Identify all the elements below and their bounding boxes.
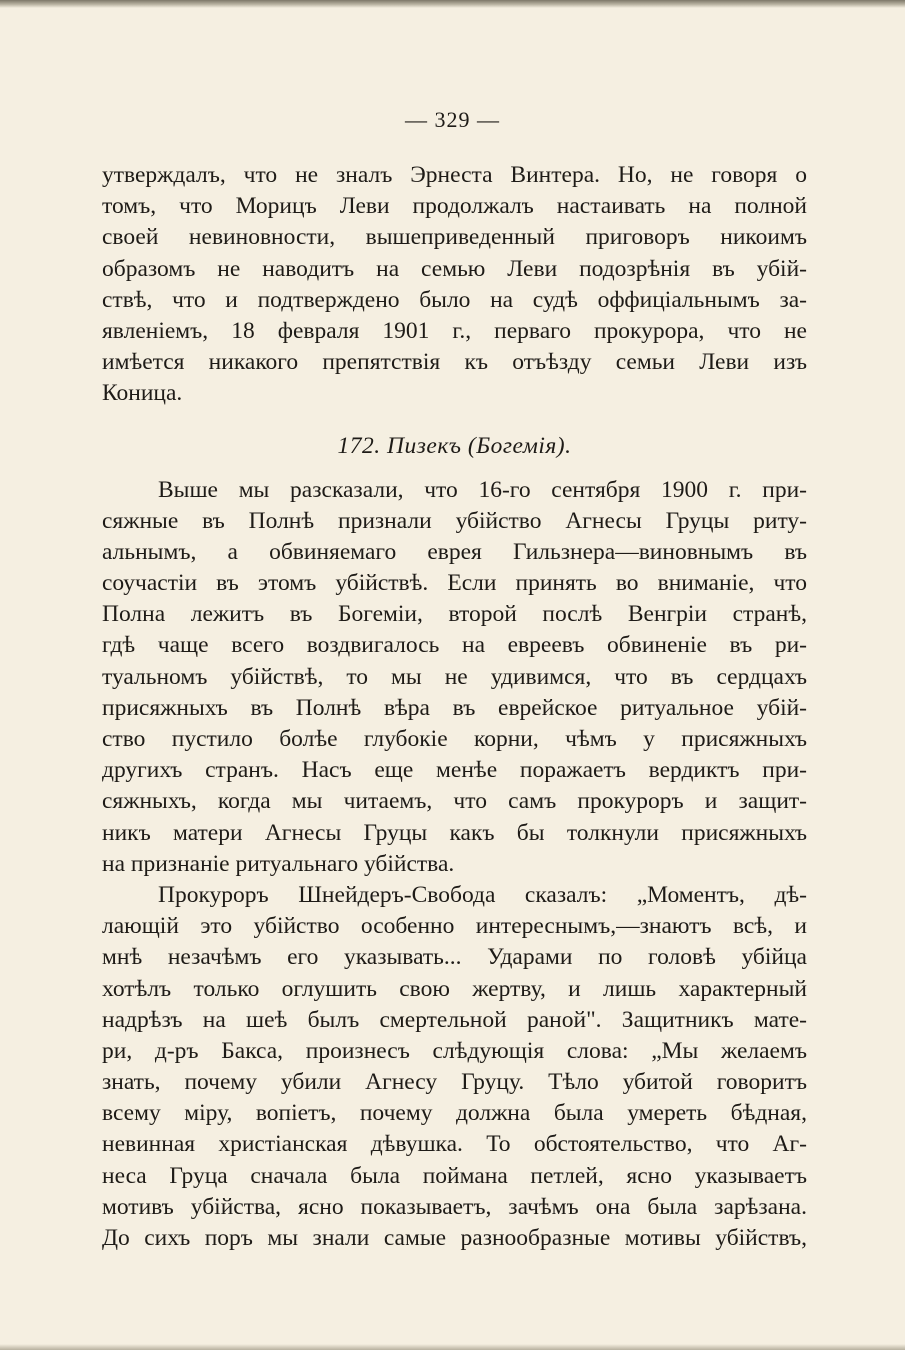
text-line: явленіемъ, 18 февраля 1901 г., перваго прокурора, что не	[102, 317, 807, 344]
text-line: альнымъ, а обвиняемаго еврея Гильзнера—виновнымъ въ	[102, 538, 807, 565]
text-line: присяжныхъ въ Полнѣ вѣра въ еврейское ритуальное убій-	[102, 694, 807, 721]
text-line: туальномъ убійствѣ, то мы не удивимся, что въ сердцахъ	[102, 663, 807, 690]
text-line: невинная христіанская дѣвушка. То обстоятельство, что Аг-	[102, 1131, 807, 1158]
text-line: надрѣзъ на шеѣ былъ смертельной раной". Защитникъ мате-	[102, 1006, 807, 1033]
page-number: — 329 —	[405, 107, 500, 132]
text-line: мнѣ незачѣмъ его указывать... Ударами по головѣ убійца	[102, 944, 807, 971]
text-line: образомъ не наводитъ на семью Леви подозрѣнія въ убій-	[102, 255, 807, 282]
text-line: на признаніе ритуальнаго убійства.	[102, 850, 455, 877]
scan-top-edge	[0, 0, 905, 8]
paragraph-1	[102, 160, 807, 410]
text-line: всему міру, вопіетъ, почему должна была умереть бѣдная,	[102, 1100, 807, 1127]
text-line: ствѣ, что и подтверждено было на судѣ оффиціальнымъ за-	[102, 286, 807, 313]
text-line: хотѣлъ только оглушить свою жертву, и лишь характерный	[102, 975, 807, 1002]
text-line: лающій это убійство особенно интереснымъ,—знаютъ всѣ, и	[102, 913, 807, 940]
page-text	[102, 160, 807, 1254]
text-line: неса Груца сначала была поймана петлей, ясно указываетъ	[102, 1162, 807, 1189]
text-line: своей невиновности, вышеприведенный приговоръ никоимъ	[102, 224, 807, 251]
text-line: До сихъ поръ мы знали самые разнообразные мотивы убійствъ,	[102, 1225, 807, 1251]
text-line: сяжные въ Полнѣ признали убійство Агнесы Груцы риту-	[102, 507, 807, 534]
paragraph-2	[102, 475, 807, 880]
text-line: гдѣ чаще всего воздвигалось на евреевъ обвиненіе въ ри-	[102, 632, 807, 659]
text-line: соучастіи въ этомъ убійствѣ. Если принять во вниманіе, что	[102, 570, 807, 597]
scan-bottom-edge	[0, 1344, 905, 1350]
paragraph-3	[102, 880, 807, 1254]
text-line: Прокуроръ Шнейдеръ-Свобода сказалъ: „Моментъ, дѣ-	[158, 881, 807, 908]
text-line: Выше мы разсказали, что 16-го сентября 1900 г. при-	[158, 476, 807, 503]
text-line: Коница.	[102, 380, 183, 407]
text-line: ри, д-ръ Бакса, произнесъ слѣдующія слова: „Мы желаемъ	[102, 1037, 807, 1064]
text-line: томъ, что Морицъ Леви продолжалъ настаивать на полной	[102, 193, 807, 220]
section-heading: 172. Пизекъ (Богемія).	[337, 432, 572, 459]
text-line: никъ матери Агнесы Груцы какъ бы толкнули присяжныхъ	[102, 819, 807, 846]
text-line: знать, почему убили Агнесу Груцу. Тѣло убитой говоритъ	[102, 1069, 807, 1096]
text-line: мотивъ убійства, ясно показываетъ, зачѣмъ она была зарѣзана.	[102, 1193, 807, 1220]
text-line: другихъ странъ. Насъ еще менѣе поражаетъ вердиктъ при-	[102, 757, 807, 784]
text-line: Полна лежитъ въ Богеміи, второй послѣ Венгріи странѣ,	[102, 601, 807, 628]
text-line: имѣется никакого препятствія къ отъѣзду семьи Леви изъ	[102, 349, 807, 376]
text-line: ство пустило болѣе глубокіе корни, чѣмъ у присяжныхъ	[102, 726, 807, 752]
text-line: сяжныхъ, когда мы читаемъ, что самъ прокуроръ и защит-	[102, 788, 807, 815]
text-line: утверждалъ, что не зналъ Эрнеста Винтера. Но, не говоря о	[102, 162, 807, 188]
